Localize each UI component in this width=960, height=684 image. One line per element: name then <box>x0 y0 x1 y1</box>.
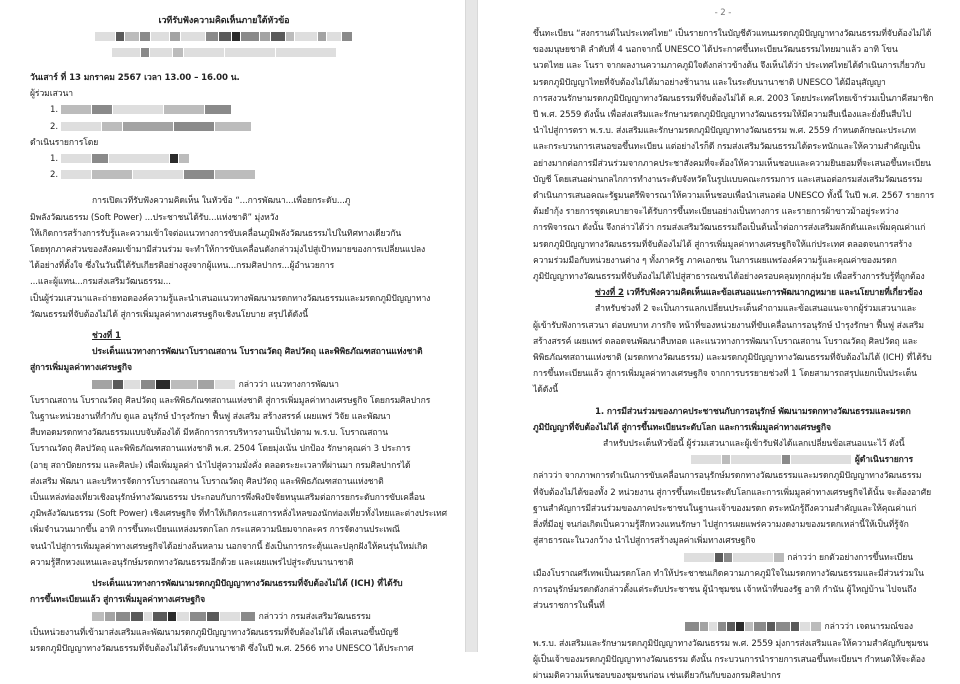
section-1-heading-cont: สู่การเพิ่มมูลค่าทางเศรษฐกิจ <box>30 363 132 374</box>
intro-paragraph-line: การเปิดเวทีรับฟังความคิดเห็น ในหัวข้อ “...การพัฒนา...เพื่อยกระดับ...ภู <box>92 196 351 207</box>
intro-paragraph-line: วัฒนธรรมที่จับต้องไม่ได้ สู่การเพิ่มมูลค่าทางเศรษฐกิจเชิงนโยบาย สรุปได้ดังนี้ <box>30 309 309 320</box>
continued-paragraph-line: นำไปสู่การตรา พ.ร.บ. ส่งเสริมและรักษามรดกภูมิปัญญาทางวัฒนธรรม พ.ศ. 2559 กำหนดลักษณะประเภท <box>533 126 916 137</box>
item-1-speaker-1-paragraph-line: สิ่งที่มีอยู่ จนก่อเกิดเป็นความรู้สึกหวงแหนรักษา ไปสู่การเผยแพร่ความงดงามของมรดกเหล่านี้ให้เป็นที่รู้จัก <box>533 520 909 531</box>
continued-paragraph-line: ปี พ.ศ. 2559 ดังนั้น เพื่อส่งเสริมและรักษามรดกภูมิปัญญาทางวัฒนธรรมให้มีความสืบเนื่องและยั่งยืนสืบไป <box>533 110 912 121</box>
continued-paragraph-line: มรดกภูมิปัญญาทางวัฒนธรรมที่จับต้องไม่ได้ สู่การเพิ่มมูลค่าทางเศรษฐกิจให้แก่ประเทศ ตลอดจนการสร้าง <box>533 239 912 250</box>
section-2-heading: ช่วงที่ 2 เวทีรับฟังความคิดเห็นและข้อเสนอแนะการพัฒนากฎหมาย และนโยบายที่เกี่ยวข้อง <box>595 288 923 299</box>
participant-item: 2. <box>30 119 418 135</box>
continued-paragraph-line: ภูมิปัญญาทางวัฒนธรรมที่จับต้องไม่ได้ไปสู่สาธารณชนได้อย่างครอบคลุมทุกกลุ่มวัย เพื่อสร้างการรับรู้ที่ถูกต้อง <box>533 272 925 283</box>
moderator-item: 1. <box>30 151 418 167</box>
continued-paragraph-line: นวดไทย และ โนรา จากผลงานความภาคภูมิใจดังกล่าวข้างต้น จึงเห็นได้ว่า ประเทศไทยได้ดำเนินการเกี่ยวกับ <box>533 61 925 72</box>
page-1 <box>0 0 465 652</box>
item-1-speaker-1-paragraph-line: ฐานสำคัญการมีส่วนร่วมของภาคประชาชนในฐานะเจ้าของมรดก ตระหนักรู้ถึงความสำคัญและให้คุณค่าแก่ <box>533 503 917 514</box>
event-date-line: วันเสาร์ ที่ 13 มกราคม 2567 เวลา 13.00 – 16.00 น. <box>30 73 240 83</box>
section-1-paragraph-line: โบราณวัตถุ ศิลปวัตถุ และพิพิธภัณฑสถานแห่งชาติ พ.ศ. 2504 โดยมุ่งเน้น ปกป้อง รักษาคุณค่า 3 ประการ <box>30 444 411 455</box>
item-1-heading: 1. การมีส่วนร่วมของภาคประชาชนกับการอนุรักษ์ พัฒนามรดกทางวัฒนธรรมและมรดก <box>595 406 911 417</box>
section-1b-paragraph-line: เป็นหน่วยงานที่เข้ามาส่งเสริมและพัฒนามรดกภูมิปัญญาทางวัฒนธรรมที่จับต้องไม่ได้ เพื่อเสนอขึ้นบัญชี <box>30 627 399 638</box>
continued-paragraph-line: อย่างมากต่อการมีส่วนร่วมจากภาคประชาสังคมที่จะต้องให้ความเห็นชอบและความยินยอมที่จะเสนอขึ้นทะเบียน <box>533 158 931 169</box>
moderator-item: 2. <box>30 167 418 183</box>
item-1-intro: สำหรับประเด็นหัวข้อนี้ ผู้ร่วมเสวนาและผู้เข้ารับฟังได้แลกเปลี่ยนข้อเสนอแนะไว้ ดังนี้ <box>603 439 905 450</box>
section-1-paragraph-line: ภูมิพลังวัฒนธรรม (Soft Power) เชิงเศรษฐกิจ ที่ทำให้เกิดกระแสการหลั่งไหลของนักท่องเที่ยวทั้งไทยและต่างประเทศ <box>30 509 447 520</box>
continued-paragraph-line: ดำเนินการเสนอคณะรัฐมนตรีพิจารณาให้ความเห็นชอบเพื่อนำเสนอต่อ UNESCO ทั้งนี้ ในปี พ.ศ. 2567 รายการ <box>533 191 935 202</box>
continued-paragraph-line: การสงวนรักษามรดกภูมิปัญญาทางวัฒนธรรมที่จับต้องไม่ได้ ค.ศ. 2003 โดยประเทศไทยเข้าร่วมเป็นภาคีสมาชิก <box>533 93 934 104</box>
item-1-speaker-3-paragraph-line: พ.ร.บ. ส่งเสริมและรักษามรดกภูมิปัญญาทางวัฒนธรรม พ.ศ. 2559 มุ่งการส่งเสริมและให้ความสำคัญกับชุมชน <box>533 638 929 649</box>
section-1-paragraph-line: สืบทอดมรดกทางวัฒนธรรมแบบจับต้องได้ มีหลักการการบริหารงานเป็นไปตาม พ.ร.บ. โบราณสถาน <box>30 428 388 439</box>
page-2 <box>478 0 960 681</box>
section-2-paragraph-line: พิพิธภัณฑสถานแห่งชาติ (มรดกทางวัฒนธรรม) และมรดกภูมิปัญญาทางวัฒนธรรมที่จับต้องไม่ได้ (ICH) ที่ได้รับ <box>533 353 932 364</box>
continued-paragraph-line: ต้มยำกุ้ง รายการชุดเคบายาจะได้รับการขึ้นทะเบียนอย่างเป็นทางการ และรายการผ้าขาวม้าอยู่ระหว่าง <box>533 207 899 218</box>
section-1-label: ช่วงที่ 1 <box>92 331 121 342</box>
item-1-speaker-2-line: กล่าวว่า ยกตัวอย่างการขึ้นทะเบียน <box>533 550 913 566</box>
section-1-heading: ประเด็นแนวทางการพัฒนาโบราณสถาน โบราณวัตถุ ศิลปวัตถุ และพิพิธภัณฑสถานแห่งชาติ <box>92 347 423 358</box>
section-1-paragraph-line: ส่งเสริม พัฒนา และบริหารจัดการโบราณสถาน โบราณวัตถุ ศิลปวัตถุ และพิพิธภัณฑสถานแห่งชาติ <box>30 476 384 487</box>
section-2-paragraph-line: สร้างสรรค์ เผยแพร่ ตลอดจนพัฒนาสืบทอด และแนวทางการพัฒนาโบราณสถาน โบราณวัตถุ ศิลปวัตถุ และ <box>533 336 918 347</box>
participants-label: ผู้ร่วมเสวนา <box>30 89 73 100</box>
continued-paragraph-line: มรดกภูมิปัญญาไทยที่จับต้องไม่ได้มาอย่างช้านาน และในระดับนานาชาติ UNESCO ได้มีอนุสัญญา <box>533 77 886 88</box>
participant-item: 1. <box>30 102 418 118</box>
intro-paragraph-line: มิพลังวัฒนธรรม (Soft Power) ...ประชาชนได้รับ...แห่งชาติ” มุ่งหวัง <box>30 212 279 223</box>
continued-paragraph-line: ความร่วมมือกับหน่วยงานต่าง ๆ ทั้งภาครัฐ ภาคเอกชน ในการเผยแพร่องค์ความรู้และคุณค่าของมรดก <box>533 255 897 266</box>
section-2-paragraph-line: ได้ดังนี้ <box>533 385 559 396</box>
section-1b-heading: ประเด็นแนวทางการพัฒนามรดกภูมิปัญญาทางวัฒนธรรมที่จับต้องไม่ได้ (ICH) ที่ได้รับ <box>92 579 403 590</box>
section-1-paragraph-line: เพิ่มจำนวนมากขึ้น อาทิ การขึ้นทะเบียนแหล่งมรดกโลก กระแสความนิยมจากละคร การจัดงานประเพณี <box>30 525 400 536</box>
section-1-paragraph-line: ในฐานะหน่วยงานที่กำกับ ดูแล อนุรักษ์ บำรุงรักษา ฟื้นฟู ส่งเสริม สร้างสรรค์ เผยแพร่ วิจัย และพัฒนา <box>30 412 391 423</box>
section-1-paragraph-line: เป็นแหล่งท่องเที่ยวเชิงอนุรักษ์ทางวัฒนธรรม ประกอบกับการพึ่งพิงปัจจัยหนุนเสริมต่อการยกระดับการขับเคลื่อน <box>30 493 425 504</box>
continued-paragraph-line: ขึ้นทะเบียน “สงกรานต์ในประเทศไทย” เป็นรายการในบัญชีตัวแทนมรดกภูมิปัญญาทางวัฒนธรรมที่จับต้องไม่ได้ <box>533 29 932 39</box>
item-1-speaker-3-paragraph-line: ผ่านมติความเห็นชอบของชุมชนก่อน เช่นเดียวกันกับของกรมศิลปากร <box>533 670 781 681</box>
intro-paragraph-line: เป็นผู้ร่วมเสวนาและถ่ายทอดองค์ความรู้และนำเสนอแนวทางพัฒนามรดกทางวัฒนธรรมและมรดกภูมิปัญญาทาง <box>30 293 431 304</box>
item-1-speaker-1-paragraph-line: ที่จับต้องไม่ได้ของทั้ง 2 หน่วยงาน สู่การขึ้นทะเบียนระดับโลกและการเพิ่มมูลค่าทางเศรษฐกิจได้นั้น จะต้องอาศัย <box>533 487 932 498</box>
page-2-content <box>533 4 935 684</box>
item-1-speaker-3-paragraph-line: ผู้เป็นเจ้าของมรดกภูมิปัญญาทางวัฒนธรรม ดังนั้น กระบวนการนำรายการเสนอขึ้นทะเบียนฯ กำหนดให้จะต้อง <box>533 654 925 665</box>
item-1-heading-cont: ภูมิปัญญาที่จับต้องไม่ได้ สู่การขึ้นทะเบียนระดับโลก และการเพิ่มมูลค่าทางเศรษฐกิจ <box>533 422 831 433</box>
page-1-content <box>30 14 447 657</box>
item-1-speaker-2-paragraph-line: เมืองโบราณศรีเทพเป็นมรดกโลก ทำให้ประชาชนเกิดความภาคภูมิใจในมรดกทางวัฒนธรรมและมีส่วนร่วมใน <box>533 568 924 579</box>
section-1-paragraph-line: โบราณสถาน โบราณวัตถุ ศิลปวัตถุ และพิพิธภัณฑสถานแห่งชาติ สู่การเพิ่มมูลค่าทางเศรษฐกิจ โดยกรมศิลปากร <box>30 395 431 406</box>
section-1-paragraph-line: จนนำไปสู่การเพิ่มมูลค่าทางเศรษฐกิจได้อย่างล้นหลาม นอกจากนี้ ยังเป็นการกระตุ้นและปลุกฝังให้คนรุ่นใหม่เกิด <box>30 541 428 552</box>
section-1b-paragraph-line: มรดกภูมิปัญญาทางวัฒนธรรมที่จับต้องไม่ได้ระดับนานาชาติ ซึ่งในปี พ.ศ. 2566 ทาง UNESCO ได้ประกาศ <box>30 643 414 654</box>
redacted-subtitle-line-2 <box>30 44 418 60</box>
page-number: - 2 - <box>714 8 732 18</box>
section-1b-heading-cont: การขึ้นทะเบียนแล้ว สู่การเพิ่มมูลค่าทางเศรษฐกิจ <box>30 595 206 606</box>
intro-paragraph-line: โดยทุกภาคส่วนของสังคมเข้ามามีส่วนร่วม จะทำให้การขับเคลื่อนดังกล่าวมุ่งไปสู่เป้าหมายของการเปลี่ยนแปลง <box>30 245 426 256</box>
intro-paragraph-line: ...และผู้แทน...กรมส่งเสริมวัฒนธรรม... <box>30 277 171 288</box>
continued-paragraph-line: การพิจารณา ดังนั้น จึงกล่าวได้ว่า กรมส่งเสริมวัฒนธรรมถือเป็นต้นน้ำต่อการส่งเสริมผลักดันและเพิ่มคุณค่าแก่ <box>533 223 926 234</box>
continued-paragraph-line: ของมนุษยชาติ ลำดับที่ 4 นอกจากนี้ UNESCO ได้ประกาศขึ้นทะเบียนวัฒนธรรมไทยมาแล้ว อาทิ โขน <box>533 45 898 56</box>
intro-paragraph-line: ได้อย่างที่ตั้งใจ ซึ่งในวันนี้ได้รับเกียรติอย่างสูงจากผู้แทน...กรมศิลปากร...ผู้อำนวยการ <box>30 261 335 272</box>
item-1-speaker-1-paragraph-line: กล่าวว่า จากภาพการดำเนินการขับเคลื่อนการอนุรักษ์มรดกทางวัฒนธรรมและมรดกภูมิปัญญาทางวัฒนธรรม <box>533 471 922 482</box>
moderators-label: ดำเนินรายการโดย <box>30 137 99 148</box>
item-1-speaker-3-line: กล่าวว่า เจตนารมณ์ของ <box>533 619 913 635</box>
page-gutter <box>465 0 478 652</box>
section-1-paragraph-line: (อายุ สถาปัตยกรรม และศิลปะ) เพื่อเพิ่มมูลค่า นำไปสู่ความมั่งคั่ง ตลอดระยะเวลาที่ผ่านมา กรมศิลปากรได้ <box>30 460 411 471</box>
section-1b-speaker-line: กล่าวว่า กรมส่งเสริมวัฒนธรรม <box>30 609 418 625</box>
section-1-speaker-line: กล่าวว่า แนวทางการพัฒนา <box>30 377 418 393</box>
redacted-subtitle-line-1 <box>30 28 418 44</box>
section-1-paragraph-line: ความรู้สึกหวงแหนและอนุรักษ์มรดกทางวัฒนธรรมอีกด้วย และเผยแพร่ไปสู่ระดับนานาชาติ <box>30 557 354 568</box>
item-1-speaker-2-paragraph-line: การอนุรักษ์มรดกดังกล่าวตั้งแต่ระดับประชาชน ผู้นำชุมชน เจ้าหน้าที่ของรัฐ อาทิ กำนัน ผู้ใหญ่บ้าน ไปจนถึง <box>533 584 917 595</box>
intro-paragraph-line: ให้เกิดการสร้างการรับรู้และความเข้าใจต่อแนวทางการขับเคลื่อนภูมิพลังวัฒนธรรมไปในทิศทางเดียวกัน <box>30 228 402 239</box>
section-2-paragraph-line: การขึ้นทะเบียนแล้ว สู่การเพิ่มมูลค่าทางเศรษฐกิจ จากการบรรยายช่วงที่ 1 โดยสามารถสรุปแยกเป็นประเด็น <box>533 369 917 380</box>
continued-paragraph-line: และกระบวนการเสนอขอขึ้นทะเบียน แต่อย่างไรก็ดี กรมส่งเสริมวัฒนธรรมได้ตระหนักและให้ความสำคัญเป็น <box>533 142 921 153</box>
item-1-speaker-1-line: ผู้ดำเนินรายการ <box>533 452 913 468</box>
section-2-paragraph-line: ผู้เข้ารับฟังการเสวนา ต่อบทบาท ภารกิจ หน้าที่ของหน่วยงานที่ขับเคลื่อนการอนุรักษ์ บำรุงรักษา ฟื้นฟู ส่งเสริม <box>533 320 924 331</box>
document-title: เวทีรับฟังความคิดเห็นภายใต้หัวข้อ <box>158 16 290 26</box>
item-1-speaker-1-paragraph-line: สู่สาธารณะในวงกว้าง นำไปสู่การสร้างมูลค่าเพิ่มทางเศรษฐกิจ <box>533 536 756 547</box>
continued-paragraph-line: บัญชี โดยเสนอผ่านกลไกการทำงานระดับจังหวัดในรูปแบบคณะกรรมการ และเสนอต่อกรมส่งเสริมวัฒนธรรม <box>533 174 923 185</box>
section-2-paragraph-line: สำหรับช่วงที่ 2 จะเป็นการแลกเปลี่ยนประเด็นคำถามและข้อเสนอแนะจากผู้ร่วมเสวนาและ <box>595 304 917 315</box>
item-1-speaker-2-paragraph-line: ส่วนราชการในพื้นที่ <box>533 601 605 612</box>
